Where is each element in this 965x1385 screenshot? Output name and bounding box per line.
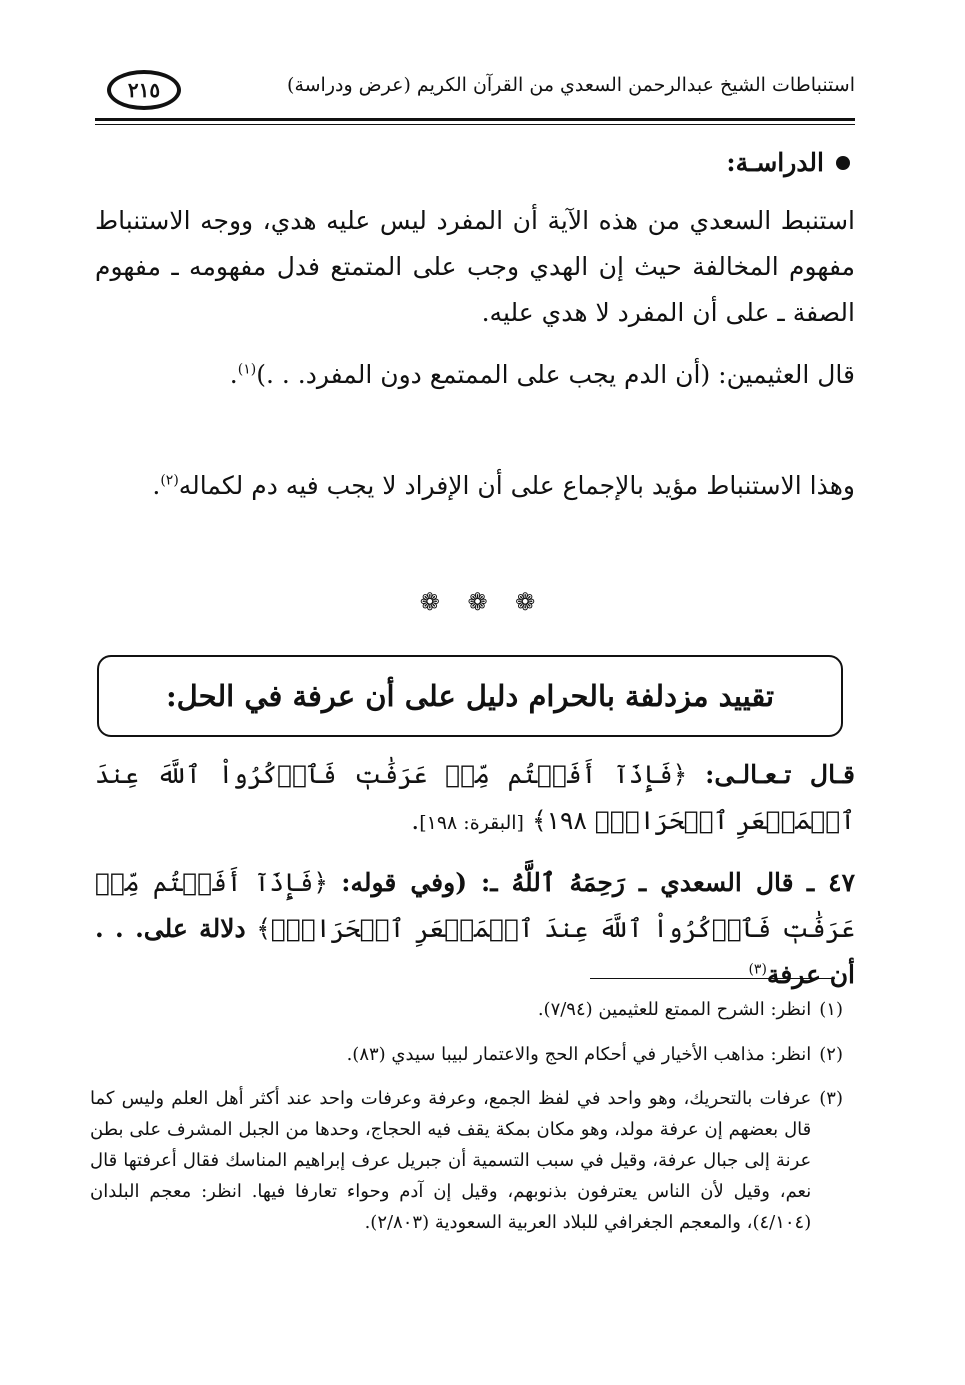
header-rule-thin <box>95 124 855 125</box>
footnote-ref-2: (٢) <box>160 472 179 489</box>
section-separator: ❁ ❁ ❁ <box>419 588 546 616</box>
study-heading <box>726 148 850 177</box>
footnote-1 <box>90 994 843 1025</box>
item-intro: قال السعدي ـ رَحِمَهُ ٱللَّهُ ـ: (وفي قوله: <box>341 868 794 897</box>
page-number-badge: ٢١٥ <box>107 70 181 110</box>
footnote-text: انظر: مذاهب الأخيار في أحكام الحج والاعتمار لبيبا سيدي (٨٣). <box>346 1044 812 1065</box>
footnote-ref-1: (١) <box>237 361 257 378</box>
consensus-text: وهذا الاستنباط مؤيد بالإجماع على أن الإفراد لا يجب فيه دم لكماله <box>178 471 855 500</box>
item-verse: ﴿فَإِذَآ أَفَضۡتُم مِّنۡ عَرَفَٰتٖ فَٱذۡكُرُواْ ٱللَّهَ عِندَ ٱلۡمَشۡعَرِ ٱلۡحَرَامِۖ﴾ <box>95 868 856 943</box>
running-title: استنباطات الشيخ عبدالرحمن السعدي من القرآن الكريم (عرض ودراسة) <box>287 74 855 96</box>
footnote-ref-3: (٣) <box>748 961 767 978</box>
item-end: دلالة على. . . أن عرفة <box>95 914 855 989</box>
verse-intro: قـال تـعـالـى: <box>705 760 855 789</box>
footnote-3 <box>90 1083 843 1238</box>
header-rule <box>95 118 855 121</box>
bullet-icon <box>836 156 850 170</box>
quote-text: قال العثيمين: (أن الدم يجب على الممتمع دون المفرد. . .) <box>256 360 855 389</box>
footnote-text: عرفات بالتحريك، وهو واحد في لفظ الجمع، وعرفة وعرفات واحد عند أكثر أهل العلم وليس كما قال بعضهم إن عرفة مولد، وهو مكان بمكة يقف فيه الحجاج، وحدها من الجبل المشرف على بطن عرنة إلى جبال عرفة، وقيل في سبب التسمية أن جبريل عرف إبراهيم المناسك فقال أعرفتها قال نعم، وقيل لأن الناس يعترفون بذنوبهم، وقيل إن آدم وحواء تعارفا فيها. انظر: معجم البلدان (٤/١٠٤)، والمعجم الجغرافي للبلاد العربية السعودية (٢/٨٠٣). <box>90 1088 812 1233</box>
consensus-paragraph: وهذا الاستنباط مؤيد بالإجماع على أن الإفراد لا يجب فيه دم لكماله$^{(٢)}$. <box>152 471 855 500</box>
uthaymeen-quote: قال العثيمين: (أن الدم يجب على الممتمع دون المفرد. . .)$^{(١)}$. <box>229 360 855 389</box>
footnote-number: (١) <box>819 999 843 1020</box>
footnote-text: انظر: الشرح الممتع للعثيمين (٧/٩٤). <box>537 999 812 1020</box>
page-header <box>95 62 855 124</box>
footnote-number: (٣) <box>819 1088 843 1109</box>
study-paragraph: استنبط السعدي من هذه الآية أن المفرد ليس عليه هدي، ووجه الاستنباط مفهوم المخالفة حيث إن الهدي وجب على المتمتع فدل مفهومه ـ مفهوم الصفة ـ على أن المفرد لا هدي عليه. <box>95 206 855 327</box>
verse-reference: [البقرة: ١٩٨] <box>419 812 524 834</box>
section-title-box <box>97 655 843 737</box>
verse-paragraph: قـال تـعـالـى: ﴿فَإِذَآ أَفَضۡتُم مِّنۡ عَرَفَٰتٖ فَٱذۡكُرُواْ ٱللَّهَ عِندَ ٱلۡمَشۡعَرِ ٱلۡحَرَامِۖ ١٩٨﴾ [البقرة: ١٩٨]. <box>95 760 855 835</box>
footnote-2 <box>90 1039 843 1070</box>
footnote-number: (٢) <box>819 1044 843 1065</box>
footnote-separator <box>590 978 835 979</box>
item-number: ٤٧ ـ <box>806 868 856 897</box>
section-title: تقييد مزدلفة بالحرام دليل على أن عرفة في الحل: <box>165 679 775 713</box>
study-heading-text: الدراسـة: <box>726 148 824 177</box>
verse-text: ﴿فَإِذَآ أَفَضۡتُم مِّنۡ عَرَفَٰتٖ فَٱذۡكُرُواْ ٱللَّهَ عِندَ ٱلۡمَشۡعَرِ ٱلۡحَرَامِۖ ١٩٨﴾ <box>95 760 855 835</box>
